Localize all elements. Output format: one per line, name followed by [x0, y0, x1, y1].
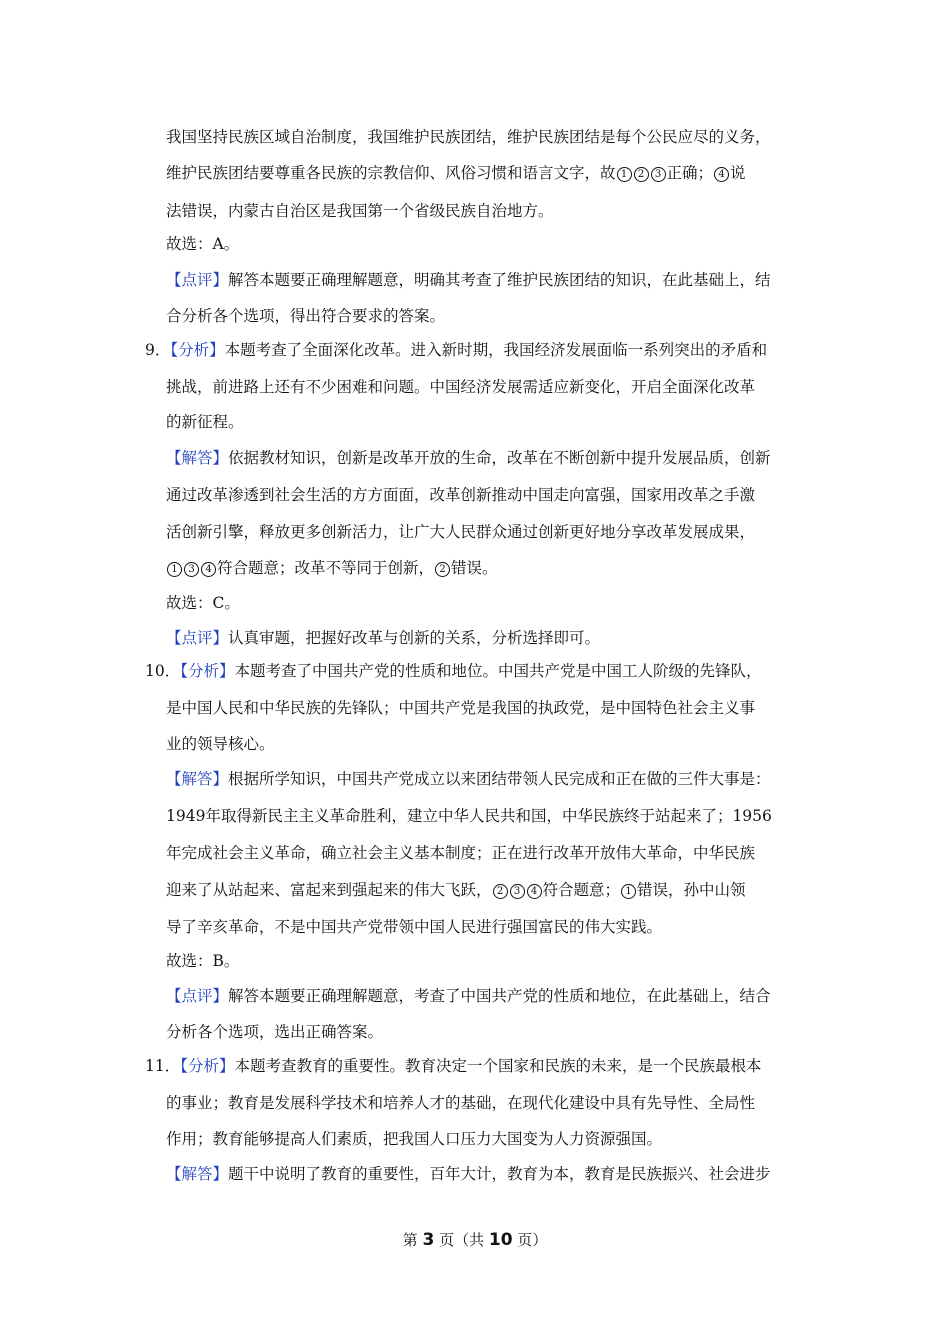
- answer-line: 故选：C。: [166, 594, 240, 612]
- analysis-tag: 【分析】: [180, 662, 235, 680]
- answer-tag: 【解答】: [166, 770, 229, 788]
- page-total: 10: [488, 1230, 513, 1250]
- circled-number: 4: [527, 884, 542, 899]
- comment-tag: 【点评】: [166, 629, 229, 647]
- comment-tag: 【点评】: [166, 987, 229, 1005]
- question-11: 11．【分析】本题考查教育的重要性。教育决定一个国家和民族的未来，是一个民族最根本: [145, 1057, 762, 1075]
- answer-line: 故选：A。: [166, 235, 240, 253]
- circled-number: 1: [167, 562, 182, 577]
- text-line: 是中国人民和中华民族的先锋队；中国共产党是我国的执政党，是中国特色社会主义事: [166, 699, 756, 717]
- text-line: 挑战，前进路上还有不少困难和问题。中国经济发展需适应新变化，开启全面深化改革: [166, 378, 756, 396]
- answer-tag: 【解答】: [166, 1165, 229, 1183]
- circled-number: 2: [634, 167, 649, 182]
- text-line: 1949年取得新民主主义革命胜利，建立中华人民共和国，中华民族终于站起来了；1956: [166, 807, 772, 825]
- circled-number: 3: [510, 884, 525, 899]
- question-number: 10．: [145, 662, 181, 680]
- question-9: 9．【分析】本题考查了全面深化改革。进入新时期，我国经济发展面临一系列突出的矛盾和: [145, 341, 768, 359]
- circled-number: 3: [651, 167, 666, 182]
- circled-number: 4: [201, 562, 216, 577]
- circled-number: 2: [435, 562, 450, 577]
- circled-number: 1: [621, 884, 636, 899]
- text-line: 分析各个选项，选出正确答案。: [166, 1023, 384, 1041]
- solution-line: 【解答】根据所学知识，中国共产党成立以来团结带领人民完成和正在做的三件大事是：: [166, 770, 771, 788]
- page-number: 3: [422, 1230, 435, 1250]
- text-line: 法错误，内蒙古自治区是我国第一个省级民族自治地方。: [166, 202, 554, 220]
- answer-line: 故选：B。: [166, 952, 240, 970]
- analysis-tag: 【分析】: [180, 1057, 235, 1075]
- text-line: 业的领导核心。: [166, 735, 275, 753]
- question-10: 10．【分析】本题考查了中国共产党的性质和地位。中国共产党是中国工人阶级的先锋队，: [145, 662, 762, 680]
- text-line: 迎来了从站起来、富起来到强起来的伟大飞跃， 2 3 4 符合题意； 1 错误，孙中山领: [166, 881, 746, 899]
- text-line: 的新征程。: [166, 413, 244, 431]
- comment-line: 【点评】解答本题要正确理解题意，明确其考查了维护民族团结的知识，在此基础上，结: [166, 271, 771, 289]
- text-line: 合分析各个选项，得出符合要求的答案。: [166, 307, 446, 325]
- text-line: 活创新引擎，释放更多创新活力，让广大人民群众通过创新更好地分享改革发展成果，: [166, 523, 756, 541]
- solution-line: 【解答】依据教材知识，创新是改革开放的生命，改革在不断创新中提升发展品质，创新: [166, 449, 771, 467]
- page-footer: 第 3 页（共 10 页）: [402, 1230, 548, 1250]
- comment-line: 【点评】认真审题，把握好改革与创新的关系，分析选择即可。: [166, 629, 601, 647]
- question-number: 11．: [145, 1057, 181, 1075]
- text-line: 通过改革渗透到社会生活的方方面面，改革创新推动中国走向富强，国家用改革之手激: [166, 486, 756, 504]
- circled-number: 3: [184, 562, 199, 577]
- question-number: 9．: [145, 341, 171, 359]
- solution-line: 【解答】题干中说明了教育的重要性，百年大计，教育为本，教育是民族振兴、社会进步: [166, 1165, 771, 1183]
- text-line: 的事业；教育是发展科学技术和培养人才的基础，在现代化建设中具有先导性、全局性: [166, 1094, 756, 1112]
- text-line: 维护民族团结要尊重各民族的宗教信仰、风俗习惯和语言文字，故 1 2 3 正确； 4 说: [166, 164, 746, 182]
- comment-tag: 【点评】: [166, 271, 229, 289]
- text-line: 年完成社会主义革命，确立社会主义基本制度；正在进行改革开放伟大革命，中华民族: [166, 844, 756, 862]
- circled-number: 2: [493, 884, 508, 899]
- text-line: 导了辛亥革命，不是中国共产党带领中国人民进行强国富民的伟大实践。: [166, 918, 663, 936]
- circled-number: 4: [714, 167, 729, 182]
- comment-line: 【点评】解答本题要正确理解题意，考查了中国共产党的性质和地位，在此基础上，结合: [166, 987, 771, 1005]
- analysis-tag: 【分析】: [170, 341, 225, 359]
- text-line: 我国坚持民族区域自治制度，我国维护民族团结，维护民族团结是每个公民应尽的义务，: [166, 128, 771, 146]
- circled-number: 1: [617, 167, 632, 182]
- answer-tag: 【解答】: [166, 449, 229, 467]
- text-line: 1 3 4 符合题意；改革不等同于创新， 2 错误。: [166, 558, 498, 578]
- text-line: 作用；教育能够提高人们素质，把我国人口压力大国变为人力资源强国。: [166, 1130, 663, 1148]
